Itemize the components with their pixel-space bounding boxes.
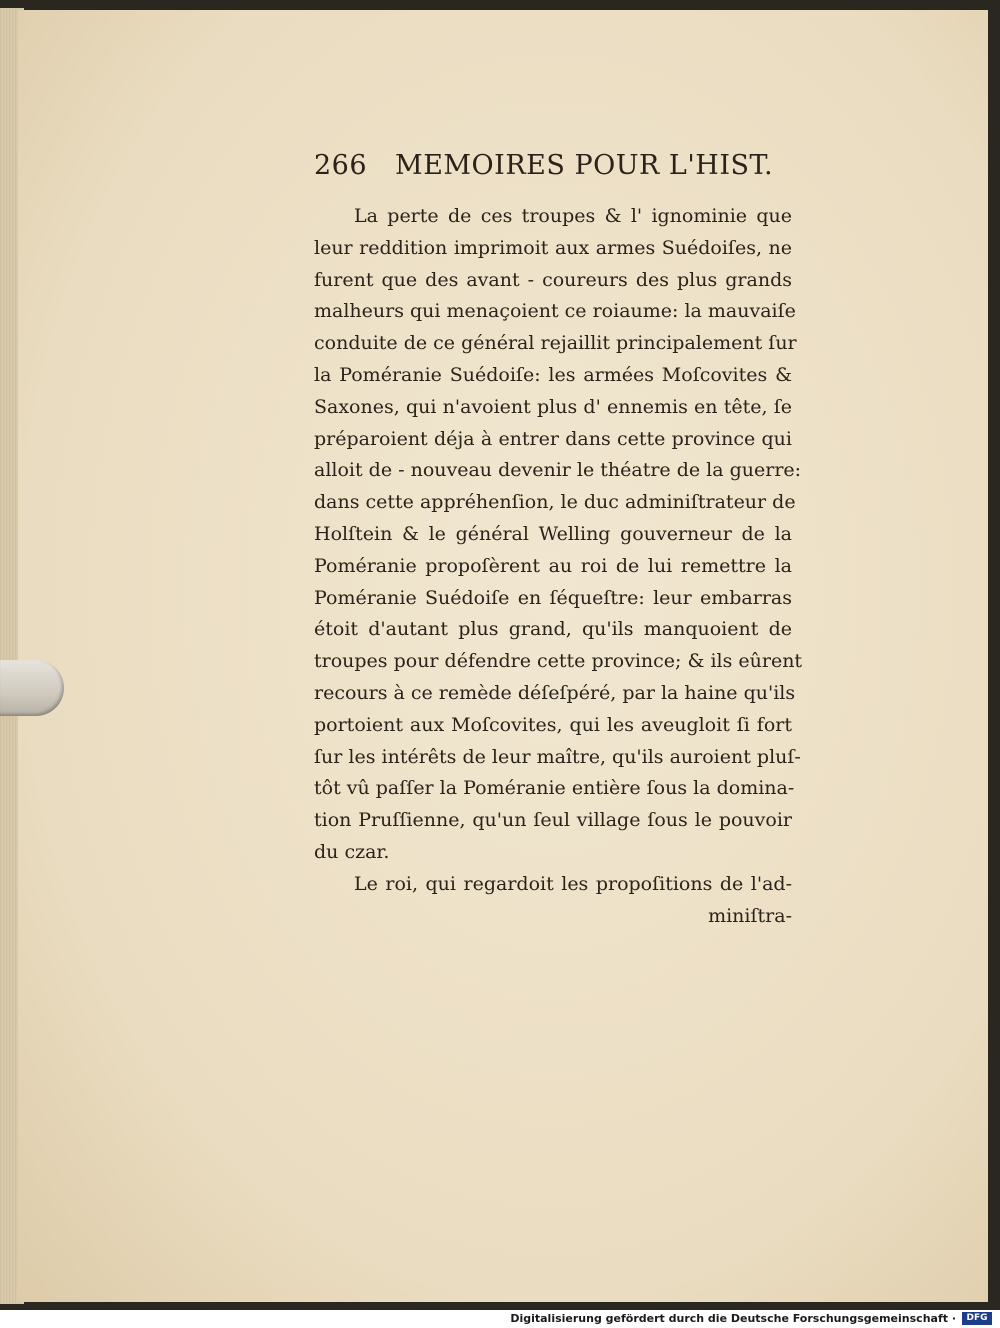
text-line: La perte de ces troupes & l' ignominie que xyxy=(354,205,792,227)
text-line: alloit de - nouveau devenir le théatre de la guerre: xyxy=(314,459,802,482)
text-line: préparoient déja à entrer dans cette province qui xyxy=(314,427,792,450)
text-line: Le roi, qui regardoit les propoſitions de l'ad- xyxy=(354,872,792,895)
running-header xyxy=(314,150,794,181)
page-number: 266 xyxy=(314,150,368,181)
dfg-logo: DFG xyxy=(962,1312,992,1325)
bookmark-clip xyxy=(0,660,64,716)
text-line: ſur les intérêts de leur maître, qu'ils auroient pluſ- xyxy=(314,745,801,768)
text-line: étoit d'autant plus grand, qu'ils manquoient de xyxy=(314,618,792,641)
funding-credit: Digitalisierung gefördert durch die Deutsche Forschungsgemeinschaft · xyxy=(510,1312,956,1325)
text-line: conduite de ce général rejaillit principalement ſur xyxy=(314,332,797,355)
text-line: Saxones, qui n'avoient plus d' ennemis en tête, ſe xyxy=(314,395,792,418)
text-line: troupes pour défendre cette province; & ils eûrent xyxy=(314,650,803,673)
text-line: portoient aux Moſcovites, qui les aveugloit ſi fort xyxy=(314,713,792,736)
text-line: la Poméranie Suédoiſe: les armées Moſcovites & xyxy=(314,363,792,386)
footer-bar xyxy=(0,1310,1000,1328)
text-line: Poméranie Suédoiſe en ſéqueſtre: leur embarras xyxy=(314,586,792,609)
text-line: tôt vû paſſer la Poméranie entière ſous la domina- xyxy=(314,777,795,800)
text-line: tion Pruſſienne, qu'un ſeul village ſous le pouvoir xyxy=(314,809,792,832)
running-title: MEMOIRES POUR L'HIST. xyxy=(395,150,774,181)
text-line: furent que des avant - coureurs des plus grands xyxy=(314,268,792,291)
text-line: Holſtein & le général Welling gouverneur de la xyxy=(314,522,792,545)
page-text xyxy=(314,201,803,932)
text-line: malheurs qui menaçoient ce roiaume: la mauvaiſe xyxy=(314,300,796,323)
text-line: dans cette appréhenſion, le duc adminiſtrateur de xyxy=(314,491,796,514)
text-line: Poméranie propoſèrent au roi de lui remettre la xyxy=(314,554,792,577)
text-line: leur reddition imprimoit aux armes Suédoiſes, ne xyxy=(314,236,792,259)
text-line: recours à ce remède déſeſpéré, par la haine qu'ils xyxy=(314,681,796,704)
catchword: miniſtra- xyxy=(708,904,792,927)
text-line: du czar. xyxy=(314,840,390,863)
